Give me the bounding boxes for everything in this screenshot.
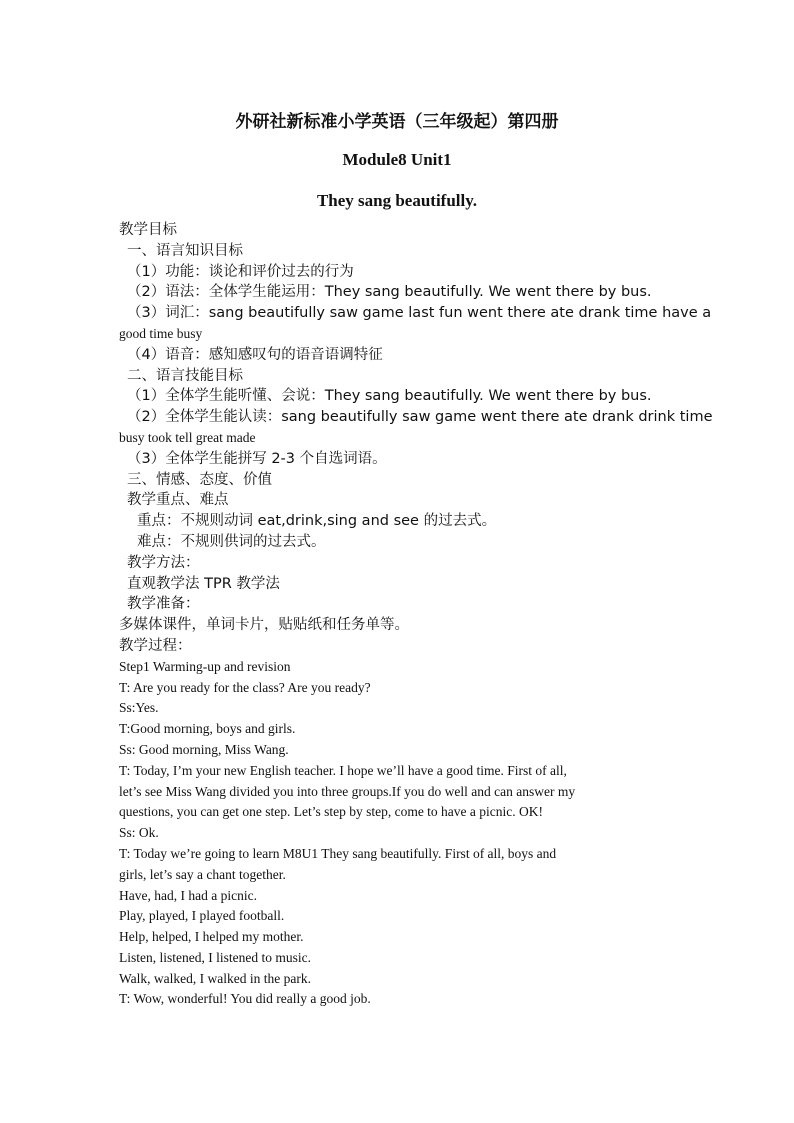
module-heading: Module8 Unit1 — [342, 150, 452, 169]
key-point: 重点：不规则动词 eat,drink,sing and see 的过去式。 — [137, 513, 497, 530]
list-item-continuation: busy took tell great made — [119, 429, 256, 445]
dialogue-line: girls, let’s say a chant together. — [119, 866, 286, 882]
subsection-heading: 二、语言技能目标 — [127, 367, 243, 384]
section-heading: 教学目标 — [119, 222, 177, 238]
section-heading: 教学方法： — [127, 554, 200, 571]
chant-line: Have, had, I had a picnic. — [119, 887, 257, 903]
list-item: （1）功能：谈论和评价过去的行为 — [127, 263, 354, 280]
dialogue-line: T:Good morning, boys and girls. — [119, 721, 296, 737]
list-item: （4）语音：感知感叹句的语音语调特征 — [127, 346, 383, 363]
section-heading: 教学过程： — [119, 637, 192, 654]
lesson-plan-body — [119, 220, 713, 1010]
list-item: （3）词汇：sang beautifully saw game last fun went there ate drank time have a — [127, 305, 712, 322]
section-heading: 教学准备： — [127, 596, 200, 613]
dialogue-line: T: Are you ready for the class? Are you ready? — [119, 679, 371, 695]
difficult-point: 难点：不规则供词的过去式。 — [137, 533, 326, 550]
dialogue-line: Ss:Yes. — [119, 700, 159, 716]
step-heading: Step1 Warming-up and revision — [119, 658, 291, 674]
list-item: （3）全体学生能拼写 2-3 个自选词语。 — [127, 450, 387, 467]
lesson-heading: They sang beautifully. — [316, 191, 478, 210]
preparation-text: 多媒体课件，单词卡片，贴贴纸和任务单等。 — [119, 617, 409, 634]
chant-line: Listen, listened, I listened to music. — [119, 949, 311, 965]
subsection-heading: 一、语言知识目标 — [127, 242, 243, 259]
list-item-continuation: good time busy — [119, 325, 203, 341]
list-item: （1）全体学生能听懂、会说：They sang beautifully. We went there by bus. — [127, 388, 652, 405]
dialogue-line: Ss: Ok. — [119, 825, 159, 841]
dialogue-line: T: Today, I’m your new English teacher. I hope we’ll have a good time. First of all, — [119, 762, 567, 778]
dialogue-line: T: Today we’re going to learn M8U1 They sang beautifully. First of all, boys and — [119, 845, 557, 861]
methods-text: 直观教学法 TPR 教学法 — [127, 575, 280, 592]
chant-line: Help, helped, I helped my mother. — [119, 929, 304, 945]
doc-title: 外研社新标准小学英语（三年级起）第四册 — [235, 112, 559, 132]
subsection-heading: 三、情感、态度、价值 — [127, 471, 272, 488]
list-item: （2）全体学生能认读：sang beautifully saw game went there ate drank drink time — [127, 409, 713, 426]
dialogue-line: questions, you can get one step. Let’s step by step, come to have a picnic. OK! — [119, 804, 544, 820]
list-item: （2）语法：全体学生能运用：They sang beautifully. We went there by bus. — [127, 284, 652, 301]
chant-line: Play, played, I played football. — [119, 908, 285, 924]
dialogue-line: let’s see Miss Wang divided you into three groups.If you do well and can answer my — [119, 783, 576, 799]
dialogue-line: T: Wow, wonderful! You did really a good job. — [119, 991, 371, 1007]
section-heading: 教学重点、难点 — [127, 492, 229, 509]
dialogue-line: Ss: Good morning, Miss Wang. — [119, 741, 289, 757]
chant-line: Walk, walked, I walked in the park. — [119, 970, 311, 986]
